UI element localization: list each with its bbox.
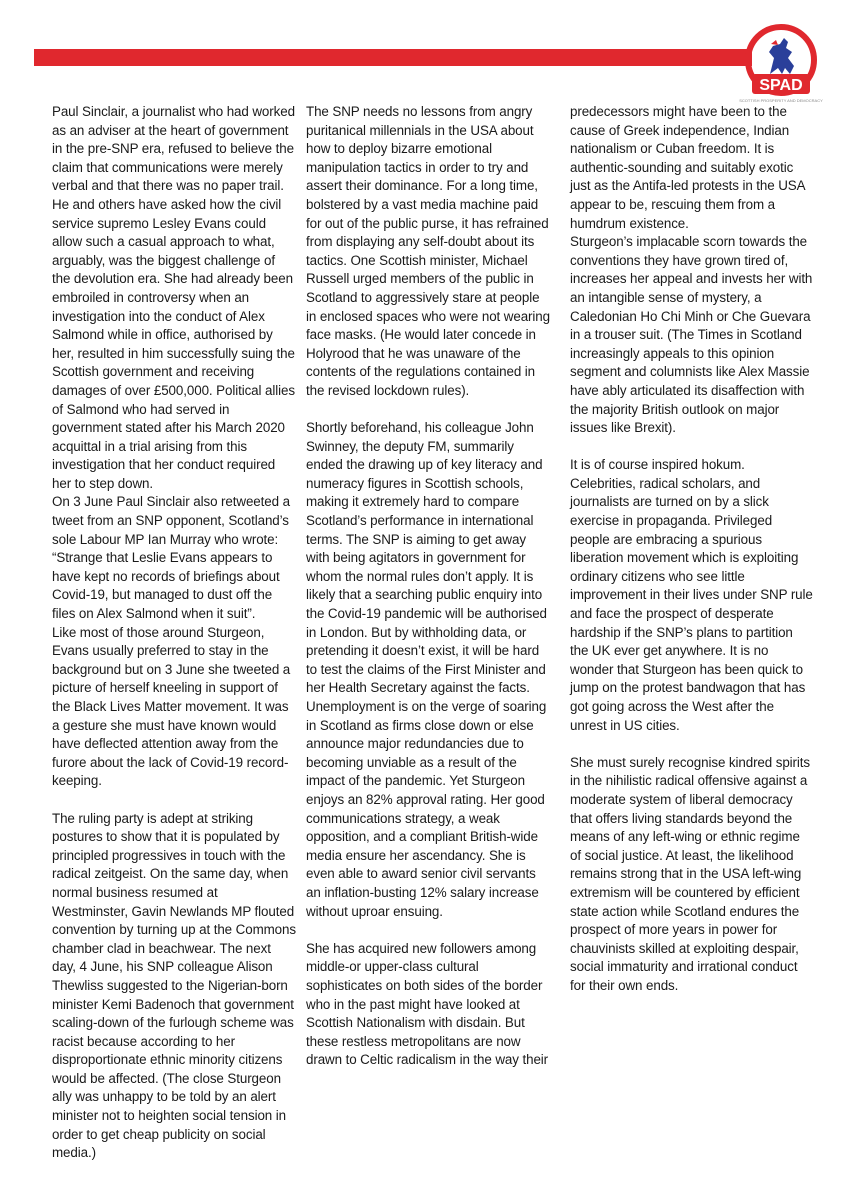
paragraph: Shortly beforehand, his colleague John Swinney, the deputy FM, summarily ended the drawing up of key literacy and numeracy figures in Scottish schools, making it extremely hard to compare Scotland’s performance in international terms. The SNP is aiming to get away with being agitators in government for whom the normal rules don’t apply. It is likely that a searching public enquiry into the Covid-19 pandemic will be authorised in London. But by withholding data, or pretending it doesn’t exist, it will be hard to test the claims of the First Minister and her Health Secretary against the facts. Unemployment is on the verge of soaring in Scotland as firms close down or else announce major redundancies due to becoming unviable as a result of the impact of the pandemic. Yet Sturgeon enjoys an 82% approval rating. Her good communications strategy, a weak opposition, and a compliant British-wide media ensure her ascendancy. She is even able to award senior civil servants an inflation-busting 12% salary increase without uproar ensuing. (306, 420, 547, 919)
svg-text:SPAD: SPAD (759, 77, 803, 94)
svg-text:SCOTTISH PROSPERITY AND DEMOCR: SCOTTISH PROSPERITY AND DEMOCRACY (739, 98, 823, 103)
article-column-1 (52, 103, 296, 1163)
paragraph: On 3 June Paul Sinclair also retweeted a tweet from an SNP opponent, Scotland’s sole Labour MP Ian Murray who wrote: “Strange that Leslie Evans appears to have kept no records of briefings about Covid-19, but managed to dust off the files on Alex Salmond when it suit”. (52, 494, 290, 622)
paragraph: It is of course inspired hokum. Celebrities, radical scholars, and journalists are turned on by a slick exercise in propaganda. Privileged people are embracing a spurious liberation movement which is exploiting ordinary citizens who see little improvement in their lives under SNP rule and face the prospect of desperate hardship if the SNP’s plans to partition the UK ever get anywhere. It is no wonder that Sturgeon has been quick to jump on the protest bandwagon that has got going across the West after the unrest in US cities. (570, 457, 813, 733)
paragraph: predecessors might have been to the cause of Greek independence, Indian nationalism or Cuban freedom. It is authentic-sounding and suitably exotic just as the Antifa-led protests in the USA appear to be, rescuing them from a humdrum existence. (570, 104, 805, 231)
paragraph: Paul Sinclair, a journalist who had worked as an adviser at the heart of government in the pre-SNP era, refused to believe the claim that communications were merely verbal and that there was no paper trail. He and others have asked how the civil service supremo Lesley Evans could allow such a casual approach to what, arguably, was the biggest challenge of the devolution era. She had already been embroiled in controversy when an investigation into the conduct of Alex Salmond while in office, authorised by her, resulted in him successfully suing the Scottish government and receiving damages of over £500,000. Political allies of Salmond who had served in government stated after his March 2020 acquittal in a trial arising from this investigation that her conduct required her to step down. (52, 104, 295, 491)
article-column-2 (306, 103, 550, 1070)
paragraph: The SNP needs no lessons from angry puritanical millennials in the USA about how to deploy bizarre emotional manipulation tactics in order to try and assert their dominance. For a long time, bolstered by a vast media machine paid for out of the public purse, it has refrained from displaying any self-doubt about its tactics. One Scottish minister, Michael Russell urged members of the public in Scotland to aggressively stare at people in enclosed spaces who were not wearing face masks. (He would later concede in Holyrood that he was unaware of the contents of the regulations contained in the revised lockdown rules). (306, 104, 550, 398)
paragraph: Like most of those around Sturgeon, Evans usually preferred to stay in the background but on 3 June she tweeted a picture of herself kneeling in support of the Black Lives Matter movement. It was a gesture she must have known would have deflected attention away from the furore about the lack of Covid-19 record-keeping. (52, 624, 291, 789)
paragraph: She has acquired new followers among middle-or upper-class cultural sophisticates on both sides of the border who in the past might have looked at Scottish Nationalism with disdain. But these restless metropolitans are now drawn to Celtic radicalism in the way their (306, 940, 549, 1068)
article-column-3 (570, 103, 814, 996)
paragraph: The ruling party is adept at striking postures to show that it is populated by principled progressives in touch with the radical zeitgeist. On the same day, when normal business resumed at Westminster, Gavin Newlands MP flouted convention by turning up at the Commons chamber clad in beachwear. The next day, 4 June, his SNP colleague Alison Thewliss suggested to the Nigerian-born minister Kemi Badenoch that government scaling-down of the furlough scheme was racist because according to her disproportionate ethnic minority citizens would be affected. (The close Sturgeon ally was unhappy to be told by an alert minister not to heighten social tension in order to get cheap publicity on social media.) (52, 810, 296, 1161)
header-accent-bar (34, 49, 752, 66)
paragraph: Sturgeon’s implacable scorn towards the conventions they have grown tired of, increases her appeal and invests her with an intangible sense of mystery, a Caledonian Ho Chi Minh or Che Guevara in a trouser suit. (The Times in Scotland increasingly appeals to this opinion segment and columnists like Alex Massie have ably articulated its disaffection with the majority British outlook on major issues like Brexit). (570, 234, 813, 436)
spad-logo (738, 22, 824, 106)
paragraph: She must surely recognise kindred spirits in the nihilistic radical offensive against a moderate system of liberal democracy that offers living standards beyond the means of any left-wing or ethnic regime of social justice. At least, the likelihood remains strong that in the USA left-wing extremism will be countered by efficient state action while Scotland endures the prospect of more years in power for chauvinists skilled at exploiting despair, social immaturity and irrational conduct for their own ends. (570, 754, 811, 993)
